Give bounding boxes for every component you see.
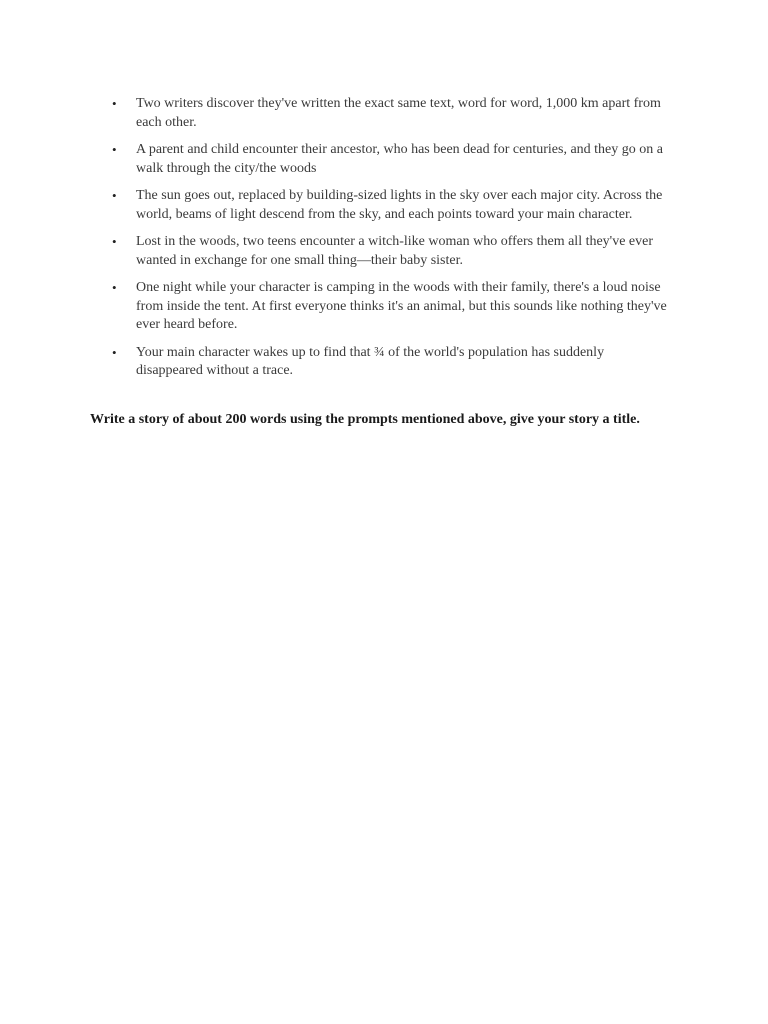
list-item — [112, 279, 672, 335]
prompt-text: Lost in the woods, two teens encounter a witch-like woman who offers them all they've ever wanted in exchange for one small thing—their baby sister. — [136, 234, 654, 268]
list-item — [112, 141, 672, 178]
bullet-icon: • — [112, 280, 117, 295]
instruction-text: Write a story of about 200 words using the prompts mentioned above, give your story a title. — [90, 412, 640, 427]
bullet-icon: • — [112, 344, 117, 360]
bullet-icon: • — [112, 96, 117, 111]
prompt-text: Your main character wakes up to find that ¾ of the world's population has suddenly disappeared without a trace. — [136, 344, 605, 378]
list-item — [112, 233, 672, 270]
list-item — [112, 187, 672, 224]
list-item — [112, 95, 672, 132]
bullet-icon: • — [112, 142, 117, 157]
list-item — [112, 344, 672, 381]
prompt-text: The sun goes out, replaced by building-sized lights in the sky over each major city. Across the world, beams of light descend from the sky, and each points toward your main character. — [136, 188, 663, 222]
prompt-text: A parent and child encounter their ancestor, who has been dead for centuries, and they go on a walk through the city/the woods — [136, 142, 663, 176]
prompt-text: Two writers discover they've written the exact same text, word for word, 1,000 km apart from each other. — [136, 96, 661, 130]
prompt-list — [112, 95, 672, 390]
prompt-text: One night while your character is camping in the woods with their family, there's a loud noise from inside the tent. At first everyone thinks it's an animal, but this sounds like nothing they've ever heard before. — [136, 280, 667, 332]
bullet-icon: • — [112, 188, 117, 203]
bullet-icon: • — [112, 234, 117, 249]
